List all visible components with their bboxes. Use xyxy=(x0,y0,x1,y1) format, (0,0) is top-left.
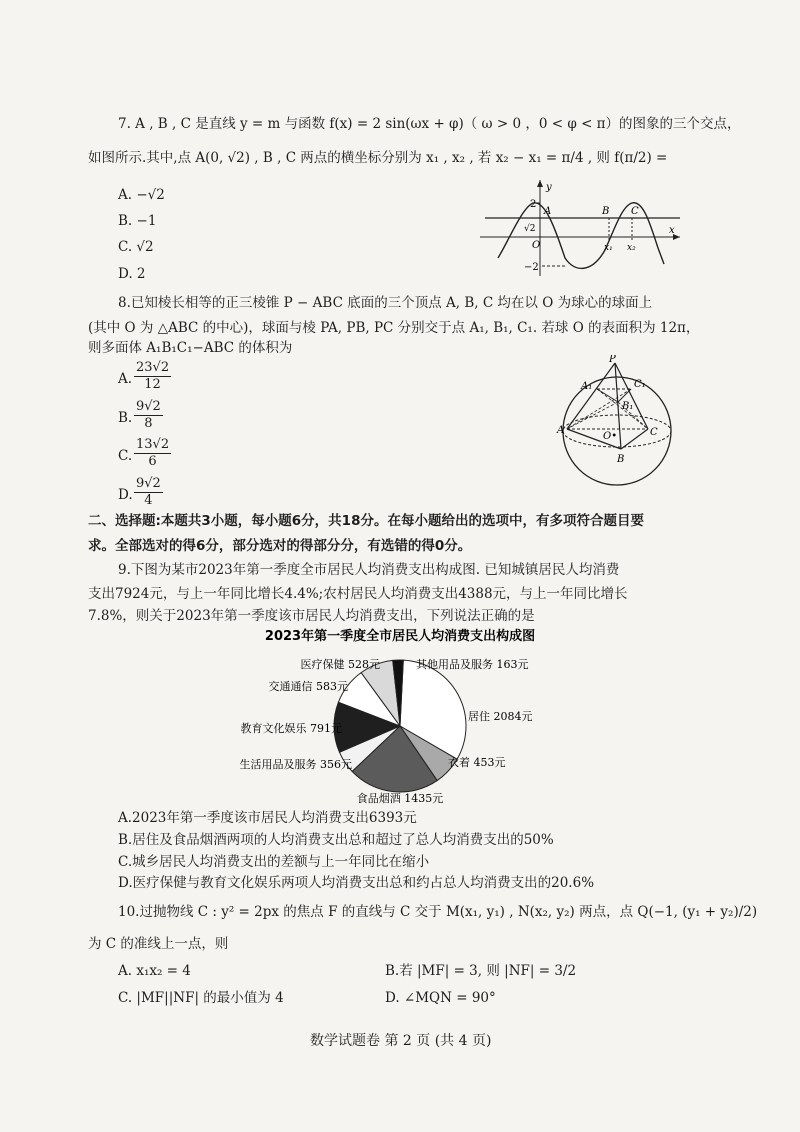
q7-line1: 7. A , B , C 是直线 y = m 与函数 f(x) = 2 sin(ωx + φ)（ ω > 0 ，0 < φ < π）的图象的三个交点， xyxy=(118,116,741,132)
q8-option-a-fraction xyxy=(134,361,171,393)
q8-option-c-denominator: 6 xyxy=(148,454,157,470)
q7-graph-label-neg2: −2 xyxy=(524,262,539,273)
q8-fig-label-o: O• xyxy=(603,431,618,442)
q8-option-b-fraction xyxy=(134,400,163,432)
q8-option-d-fraction xyxy=(134,477,163,509)
q8-line2: (其中 O 为 △ABC 的中心)，球面与棱 PA, PB, PC 分别交于点 A₁, B₁, C₁. 若球 O 的表面积为 12π， xyxy=(88,320,700,336)
page-footer: 数学试题卷 第 2 页 (共 4 页) xyxy=(310,1033,492,1049)
section2-line2: 求。全部选对的得6分，部分选对的得部分分，有选错的得0分。 xyxy=(88,538,472,554)
pie-label-8: 其他用品及服务 163元 xyxy=(416,658,529,671)
section2-line1: 二、选择题:本题共3小题，每小题6分，共18分。在每小题给出的选项中，有多项符合题目要 xyxy=(88,513,644,529)
q7-sine-graph xyxy=(480,178,690,278)
pie-label-3: 食品烟酒 1435元 xyxy=(356,792,444,805)
q8-option-c-numerator: 13√2 xyxy=(134,438,171,454)
q9-line1: 9.下图为某市2023年第一季度全市居民人均消费支出构成图. 已知城镇居民人均消费 xyxy=(118,562,620,578)
q8-fig-label-p: P xyxy=(609,355,616,365)
q7-graph-label-sqrt2: √2 xyxy=(524,224,536,234)
q7-option-d: D. 2 xyxy=(118,266,146,282)
q8-option-d-letter: D. xyxy=(118,487,133,503)
q7-option-a: A. −√2 xyxy=(118,187,165,203)
q7-graph-label-c: C xyxy=(631,206,639,217)
q7-option-b: B. −1 xyxy=(118,213,157,229)
q8-option-c-letter: C. xyxy=(118,448,133,464)
pie-label-6: 交通通信 583元 xyxy=(268,680,348,693)
q7-graph-label-2: 2 xyxy=(530,199,537,210)
q8-option-c-fraction xyxy=(134,438,171,470)
q7-graph-label-b: B xyxy=(602,206,610,217)
pie-label-2: 衣着 453元 xyxy=(448,756,506,769)
q8-option-a-letter: A. xyxy=(118,371,133,387)
q7-graph-label-x1: x₁ xyxy=(604,243,613,253)
q8-option-b-letter: B. xyxy=(118,410,133,426)
pie-label-7: 医疗保健 528元 xyxy=(300,658,380,671)
q7-graph-label-x: x xyxy=(669,225,675,236)
q7-graph-label-a: A xyxy=(544,206,552,217)
q7-line2: 如图所示.其中,点 A(0, √2) , B , C 两点的横坐标分别为 x₁ , x₂ , 若 x₂ − x₁ = π/4 , 则 f(π/2) = xyxy=(88,150,668,166)
q10-option-d: D. ∠MQN = 90° xyxy=(385,990,496,1006)
pie-chart xyxy=(230,628,570,808)
q10-line1: 10.过抛物线 C : y² = 2px 的焦点 F 的直线与 C 交于 M(x₁, y₁) , N(x₂, y₂) 两点，点 Q(−1, (y₁ + y₂)/2) xyxy=(118,904,758,920)
q10-line2: 为 C 的准线上一点，则 xyxy=(88,936,229,952)
q9-option-b: B.居住及食品烟酒两项的人均消费支出总和超过了总人均消费支出的50% xyxy=(118,832,554,848)
q7-option-c: C. √2 xyxy=(118,239,154,255)
q8-line1: 8.已知棱长相等的正三棱锥 P − ABC 底面的三个顶点 A, B, C 均在以 O 为球心的球面上 xyxy=(118,295,653,311)
q8-option-b-numerator: 9√2 xyxy=(134,400,163,416)
q10-option-b: B.若 |MF| = 3, 则 |NF| = 3/2 xyxy=(385,963,577,979)
q8-option-a-numerator: 23√2 xyxy=(134,361,171,377)
chart-title: 2023年第一季度全市居民人均消费支出构成图 xyxy=(264,629,536,644)
pie-label-1: 居住 2084元 xyxy=(468,710,533,723)
q10-option-a: A. x₁x₂ = 4 xyxy=(118,963,191,979)
q9-line3: 7.8%，则关于2023年第一季度该市居民人均消费支出，下列说法正确的是 xyxy=(88,608,535,624)
q8-fig-label-a1: A₁ xyxy=(581,381,593,392)
pie-label-5: 教育文化娱乐 791元 xyxy=(240,722,342,735)
q7-graph-label-y: y xyxy=(546,182,552,193)
q8-fig-label-c: C xyxy=(650,427,658,438)
q7-graph-label-x2: x₂ xyxy=(627,243,636,253)
q9-line2: 支出7924元，与上一年同比增长4.4%;农村居民人均消费支出4388元，与上一年同比增长 xyxy=(88,586,628,602)
q8-option-a-denominator: 12 xyxy=(144,377,161,393)
q10-option-c: C. |MF||NF| 的最小值为 4 xyxy=(118,990,284,1006)
q8-fig-label-c1: C₁ xyxy=(634,379,646,390)
q8-option-d-numerator: 9√2 xyxy=(134,477,163,493)
q8-option-d-denominator: 4 xyxy=(144,493,153,509)
q9-option-c: C.城乡居民人均消费支出的差额与上一年同比在缩小 xyxy=(118,854,430,870)
pie-label-4: 生活用品及服务 356元 xyxy=(239,758,352,771)
q9-option-a: A.2023年第一季度该市居民人均消费支出6393元 xyxy=(118,810,417,826)
q8-option-b-denominator: 8 xyxy=(144,416,153,432)
q9-option-d: D.医疗保健与教育文化娱乐两项人均消费支出总和约占总人均消费支出的20.6% xyxy=(118,875,595,891)
q8-fig-label-a: A xyxy=(557,425,565,436)
q7-graph-label-o: O xyxy=(532,240,541,251)
q8-line3: 则多面体 A₁B₁C₁−ABC 的体积为 xyxy=(88,340,293,356)
q8-sphere-figure xyxy=(555,355,685,490)
q8-fig-label-b1: B₁ xyxy=(622,401,634,412)
q8-fig-label-b: B xyxy=(617,454,625,465)
